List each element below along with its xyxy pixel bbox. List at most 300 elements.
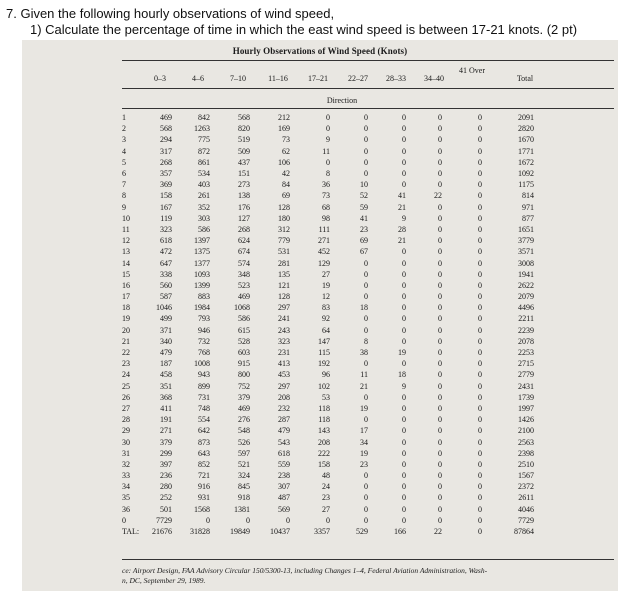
count-cell: 0 (478, 314, 482, 324)
count-cell: 0 (478, 426, 482, 436)
count-cell: 0 (402, 448, 406, 458)
count-cell: 0 (478, 370, 482, 380)
count-cell: 397 (160, 459, 172, 469)
total-cell: 3008 (518, 258, 534, 268)
direction-cell: 23 (122, 359, 130, 369)
count-cell: 721 (198, 471, 210, 481)
count-cell: 0 (438, 348, 442, 358)
header-0-3: 0–3 (154, 74, 166, 83)
count-cell: 647 (160, 258, 172, 268)
count-cell: 560 (160, 280, 172, 290)
header-28-33: 28–33 (386, 74, 406, 83)
count-cell: 276 (238, 415, 250, 425)
count-cell: 0 (402, 482, 406, 492)
total-cell: 4046 (518, 504, 534, 514)
count-cell: 0 (438, 493, 442, 503)
count-cell: 67 (360, 247, 368, 257)
count-cell: 0 (438, 437, 442, 447)
count-cell: 0 (478, 258, 482, 268)
count-cell: 469 (238, 292, 250, 302)
table-row (122, 481, 542, 492)
count-cell: 22 (434, 191, 442, 201)
count-cell: 861 (198, 157, 210, 167)
count-cell: 0 (364, 169, 368, 179)
question-part-1 (30, 22, 612, 38)
count-cell: 52 (360, 191, 368, 201)
count-cell: 437 (238, 157, 250, 167)
count-cell: 268 (160, 157, 172, 167)
count-cell: 352 (198, 202, 210, 212)
count-cell: 368 (160, 392, 172, 402)
table-row (122, 425, 542, 436)
count-cell: 768 (198, 348, 210, 358)
count-cell: 243 (278, 325, 290, 335)
count-cell: 273 (238, 180, 250, 190)
question-part-1-text: 1) Calculate the percentage of time in which the east wind speed is between 17-21 knots. (2 pt) (30, 22, 578, 37)
count-cell: 0 (326, 124, 330, 134)
table-row (122, 179, 542, 190)
total-cell: 2431 (518, 381, 534, 391)
count-cell: 287 (278, 415, 290, 425)
count-cell: 147 (318, 336, 330, 346)
count-cell: 231 (278, 348, 290, 358)
count-cell: 187 (160, 359, 172, 369)
count-cell: 69 (360, 236, 368, 246)
count-cell: 0 (438, 124, 442, 134)
count-cell: 169 (278, 124, 290, 134)
total-cell: 1739 (518, 392, 534, 402)
count-cell: 10 (360, 180, 368, 190)
count-cell: 0 (478, 415, 482, 425)
count-cell: 21 (398, 236, 406, 246)
total-cell: 971 (522, 202, 534, 212)
count-cell: 0 (402, 515, 406, 525)
count-cell: 158 (318, 459, 330, 469)
count-cell: 883 (198, 292, 210, 302)
count-cell: 68 (322, 202, 330, 212)
count-cell: 534 (198, 169, 210, 179)
table-row (122, 336, 542, 347)
count-cell: 479 (160, 348, 172, 358)
count-cell: 119 (160, 213, 172, 223)
count-cell: 98 (322, 213, 330, 223)
table-row (122, 224, 542, 235)
count-cell: 357 (160, 169, 172, 179)
count-cell: 674 (238, 247, 250, 257)
count-cell: 0 (478, 482, 482, 492)
count-cell: 323 (160, 224, 172, 234)
count-cell: 0 (402, 426, 406, 436)
count-cell: 166 (394, 527, 406, 537)
count-cell: 31828 (190, 527, 210, 537)
table-row (122, 325, 542, 336)
direction-cell: 29 (122, 426, 130, 436)
count-cell: 338 (160, 269, 172, 279)
header-total: Total (516, 74, 534, 83)
count-cell: 732 (198, 336, 210, 346)
count-cell: 23 (360, 459, 368, 469)
count-cell: 69 (282, 191, 290, 201)
count-cell: 568 (238, 113, 250, 123)
count-cell: 569 (278, 504, 290, 514)
count-cell: 0 (478, 348, 482, 358)
count-cell: 0 (438, 392, 442, 402)
count-cell: 0 (438, 258, 442, 268)
count-cell: 9 (402, 213, 406, 223)
count-cell: 752 (238, 381, 250, 391)
count-cell: 3357 (314, 527, 330, 537)
count-cell: 0 (438, 269, 442, 279)
total-cell: 1651 (518, 224, 534, 234)
count-cell: 0 (402, 157, 406, 167)
count-cell: 340 (160, 336, 172, 346)
count-cell: 0 (438, 459, 442, 469)
count-cell: 0 (478, 224, 482, 234)
count-cell: 642 (198, 426, 210, 436)
count-cell: 281 (278, 258, 290, 268)
total-cell: 2820 (518, 124, 534, 134)
count-cell: 452 (318, 247, 330, 257)
count-cell: 1093 (194, 269, 210, 279)
count-cell: 0 (364, 113, 368, 123)
count-cell: 371 (160, 325, 172, 335)
count-cell: 208 (278, 392, 290, 402)
count-cell: 1568 (194, 504, 210, 514)
count-cell: 0 (438, 381, 442, 391)
count-cell: 317 (160, 146, 172, 156)
header-41-over (450, 66, 494, 75)
count-cell: 615 (238, 325, 250, 335)
count-cell: 0 (402, 180, 406, 190)
count-cell: 528 (238, 336, 250, 346)
count-cell: 915 (238, 359, 250, 369)
header-11-16: 11–16 (268, 74, 288, 83)
count-cell: 748 (198, 403, 210, 413)
total-cell: 2078 (518, 336, 534, 346)
count-cell: 0 (438, 415, 442, 425)
table-row (122, 269, 542, 280)
count-cell: 0 (478, 280, 482, 290)
count-cell: 523 (238, 280, 250, 290)
total-cell: 2779 (518, 370, 534, 380)
direction-rule (122, 108, 614, 109)
direction-cell: 31 (122, 448, 130, 458)
count-cell: 586 (198, 224, 210, 234)
count-cell: 469 (238, 403, 250, 413)
count-cell: 0 (402, 493, 406, 503)
count-cell: 36 (322, 180, 330, 190)
count-cell: 12 (322, 292, 330, 302)
count-cell: 19849 (230, 527, 250, 537)
count-cell: 379 (238, 392, 250, 402)
count-cell: 11 (360, 370, 368, 380)
table-row (122, 112, 542, 123)
count-cell: 324 (238, 471, 250, 481)
count-cell: 0 (364, 157, 368, 167)
count-cell: 0 (478, 359, 482, 369)
count-cell: 0 (438, 247, 442, 257)
count-cell: 852 (198, 459, 210, 469)
count-cell: 38 (360, 348, 368, 358)
count-cell: 208 (318, 437, 330, 447)
count-cell: 1263 (194, 124, 210, 134)
table-row (122, 213, 542, 224)
total-cell: 2563 (518, 437, 534, 447)
count-cell: 0 (438, 426, 442, 436)
count-cell: 0 (438, 314, 442, 324)
total-cell: 1092 (518, 169, 534, 179)
total-cell: 1997 (518, 403, 534, 413)
table-row (122, 302, 542, 313)
scanned-table-image (22, 40, 618, 591)
direction-cell: 9 (122, 202, 126, 212)
count-cell: 0 (364, 392, 368, 402)
count-cell: 0 (478, 213, 482, 223)
count-cell: 554 (198, 415, 210, 425)
direction-cell: 0 (122, 515, 126, 525)
count-cell: 232 (278, 403, 290, 413)
count-cell: 0 (402, 124, 406, 134)
count-cell: 348 (238, 269, 250, 279)
count-cell: 0 (364, 269, 368, 279)
count-cell: 845 (238, 482, 250, 492)
total-cell: 2398 (518, 448, 534, 458)
count-cell: 624 (238, 236, 250, 246)
count-cell: 1068 (234, 303, 250, 313)
count-cell: 543 (278, 437, 290, 447)
count-cell: 7729 (156, 515, 172, 525)
wind-speed-table (122, 112, 542, 537)
count-cell: 176 (238, 202, 250, 212)
direction-cell: 12 (122, 236, 130, 246)
direction-cell: 25 (122, 381, 130, 391)
count-cell: 1008 (194, 359, 210, 369)
count-cell: 0 (478, 169, 482, 179)
table-row (122, 414, 542, 425)
count-cell: 820 (238, 124, 250, 134)
count-cell: 73 (282, 135, 290, 145)
count-cell: 96 (322, 370, 330, 380)
count-cell: 586 (238, 314, 250, 324)
count-cell: 0 (364, 135, 368, 145)
count-cell: 42 (282, 169, 290, 179)
count-cell: 568 (160, 124, 172, 134)
count-cell: 11 (322, 146, 330, 156)
count-cell: 0 (478, 471, 482, 481)
count-cell: 0 (402, 336, 406, 346)
header-41-over-text: 41 Over (459, 66, 485, 75)
count-cell: 192 (318, 359, 330, 369)
table-row (122, 235, 542, 246)
direction-cell: 33 (122, 471, 130, 481)
source-line-1: ce: Airport Design, FAA Advisory Circular 150/5300-13, including Changes 1–4, Federal Aviation Administration, Wash- (122, 566, 488, 575)
header-4-6: 4–6 (192, 74, 204, 83)
count-cell: 1399 (194, 280, 210, 290)
table-source-note (122, 566, 612, 586)
table-row (122, 369, 542, 380)
count-cell: 53 (322, 392, 330, 402)
count-cell: 8 (326, 169, 330, 179)
count-cell: 0 (402, 135, 406, 145)
count-cell: 268 (238, 224, 250, 234)
count-cell: 0 (364, 314, 368, 324)
count-cell: 312 (278, 224, 290, 234)
count-cell: 946 (198, 325, 210, 335)
count-cell: 1381 (234, 504, 250, 514)
count-cell: 0 (402, 146, 406, 156)
count-cell: 0 (364, 124, 368, 134)
count-cell: 180 (278, 213, 290, 223)
count-cell: 28 (398, 224, 406, 234)
count-cell: 1046 (156, 303, 172, 313)
direction-cell: 5 (122, 157, 126, 167)
table-row (122, 358, 542, 369)
count-cell: 21 (360, 381, 368, 391)
count-cell: 779 (278, 236, 290, 246)
table-row (122, 157, 542, 168)
count-cell: 0 (402, 403, 406, 413)
direction-cell: 14 (122, 258, 130, 268)
count-cell: 0 (326, 113, 330, 123)
count-cell: 793 (198, 314, 210, 324)
direction-cell: 34 (122, 482, 130, 492)
header-17-21: 17–21 (308, 74, 328, 83)
count-cell: 0 (402, 359, 406, 369)
count-cell: 0 (438, 236, 442, 246)
table-row (122, 313, 542, 324)
table-row (122, 515, 542, 526)
count-cell: 548 (238, 426, 250, 436)
count-cell: 0 (478, 180, 482, 190)
count-cell: 0 (478, 448, 482, 458)
count-cell: 0 (438, 471, 442, 481)
count-cell: 0 (438, 515, 442, 525)
direction-cell: 30 (122, 437, 130, 447)
total-cell: 2239 (518, 325, 534, 335)
count-cell: 17 (360, 426, 368, 436)
total-cell: 2510 (518, 459, 534, 469)
count-cell: 603 (238, 348, 250, 358)
count-cell: 0 (478, 527, 482, 537)
total-cell: 1567 (518, 471, 534, 481)
count-cell: 0 (402, 325, 406, 335)
count-cell: 252 (160, 493, 172, 503)
count-cell: 118 (318, 415, 330, 425)
direction-cell: 8 (122, 191, 126, 201)
count-cell: 0 (402, 280, 406, 290)
count-cell: 294 (160, 135, 172, 145)
count-cell: 238 (278, 471, 290, 481)
count-cell: 8 (364, 336, 368, 346)
count-cell: 41 (398, 191, 406, 201)
count-cell: 0 (438, 504, 442, 514)
count-cell: 62 (282, 146, 290, 156)
count-cell: 872 (198, 146, 210, 156)
count-cell: 0 (402, 437, 406, 447)
table-row (122, 403, 542, 414)
table-row (122, 526, 542, 537)
direction-cell: TAL: (122, 527, 140, 537)
count-cell: 643 (198, 448, 210, 458)
count-cell: 487 (278, 493, 290, 503)
count-cell: 127 (238, 213, 250, 223)
table-title: Hourly Observations of Wind Speed (Knots) (232, 46, 408, 56)
count-cell: 236 (160, 471, 172, 481)
count-cell: 241 (278, 314, 290, 324)
count-cell: 529 (356, 527, 368, 537)
count-cell: 261 (198, 191, 210, 201)
count-cell: 84 (282, 180, 290, 190)
count-cell: 411 (160, 403, 172, 413)
count-cell: 271 (160, 426, 172, 436)
count-cell: 23 (360, 224, 368, 234)
count-cell: 151 (238, 169, 250, 179)
direction-cell: 28 (122, 415, 130, 425)
count-cell: 9 (326, 135, 330, 145)
count-cell: 24 (322, 482, 330, 492)
count-cell: 526 (238, 437, 250, 447)
header-22-27: 22–27 (348, 74, 368, 83)
total-cell: 2079 (518, 292, 534, 302)
count-cell: 943 (198, 370, 210, 380)
count-cell: 0 (438, 213, 442, 223)
count-cell: 403 (198, 180, 210, 190)
direction-cell: 27 (122, 403, 130, 413)
count-cell: 509 (238, 146, 250, 156)
count-cell: 899 (198, 381, 210, 391)
direction-cell: 36 (122, 504, 130, 514)
table-row (122, 492, 542, 503)
count-cell: 0 (402, 314, 406, 324)
count-cell: 111 (318, 224, 330, 234)
count-cell: 18 (360, 303, 368, 313)
count-cell: 128 (278, 202, 290, 212)
count-cell: 0 (438, 448, 442, 458)
count-cell: 0 (402, 392, 406, 402)
count-cell: 0 (438, 224, 442, 234)
direction-cell: 2 (122, 124, 126, 134)
count-cell: 0 (364, 258, 368, 268)
direction-cell: 20 (122, 325, 130, 335)
count-cell: 931 (198, 493, 210, 503)
count-cell: 0 (478, 236, 482, 246)
direction-cell: 10 (122, 213, 130, 223)
count-cell: 0 (402, 247, 406, 257)
question-heading: 7. Given the following hourly observations of wind speed, (6, 6, 335, 21)
count-cell: 618 (160, 236, 172, 246)
table-row (122, 381, 542, 392)
count-cell: 521 (238, 459, 250, 469)
header-34-40: 34–40 (424, 74, 444, 83)
count-cell: 0 (402, 303, 406, 313)
count-cell: 597 (238, 448, 250, 458)
direction-cell: 32 (122, 459, 130, 469)
direction-cell: 22 (122, 348, 130, 358)
count-cell: 0 (402, 269, 406, 279)
count-cell: 0 (478, 135, 482, 145)
count-cell: 0 (478, 269, 482, 279)
count-cell: 115 (318, 348, 330, 358)
total-cell: 1670 (518, 135, 534, 145)
count-cell: 0 (478, 381, 482, 391)
direction-cell: 19 (122, 314, 130, 324)
direction-cell: 6 (122, 169, 126, 179)
count-cell: 138 (238, 191, 250, 201)
count-cell: 0 (438, 180, 442, 190)
table-row (122, 246, 542, 257)
total-cell: 3779 (518, 236, 534, 246)
direction-cell: 15 (122, 269, 130, 279)
